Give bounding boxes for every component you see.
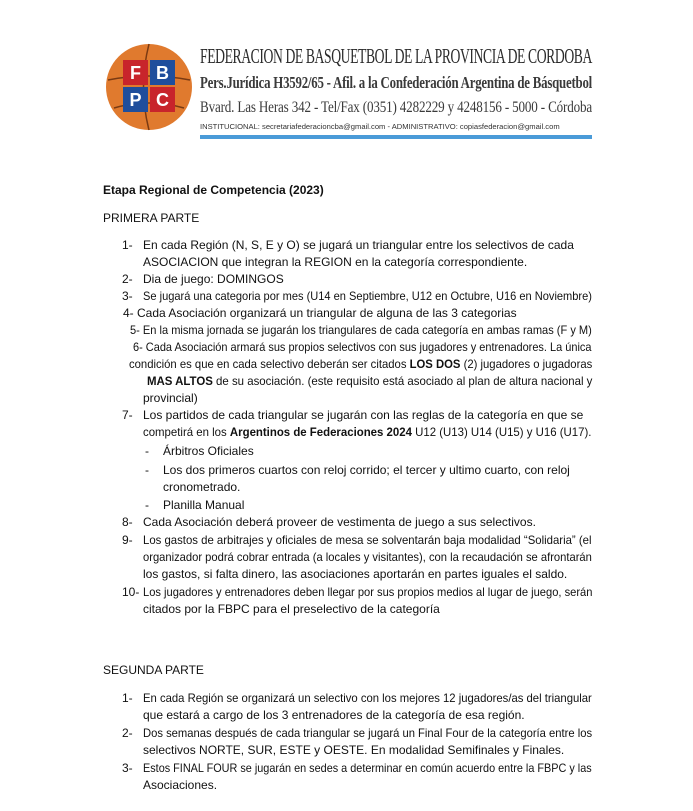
list-item-text: ASOCIACION que integran la REGION en la categoría correspondiente. [143,255,528,269]
list-item-text: Los jugadores y entrenadores deben llegar por sus propios medios al lugar de juego, serán [143,585,593,599]
list-item-number: 3- [122,761,133,775]
list-item-text: Los partidos de cada triangular se jugarán con las reglas de la categoría en que se [143,408,584,422]
logo-letter-c: C [156,90,169,110]
list-item-text: que estará a cargo de los 3 entrenadores de la categoría de esa región. [143,708,525,722]
text-run: (2) jugadores o jugadoras [460,357,593,371]
list-item-text: Los gastos de arbitrajes y oficiales de mesa se solventarán baja modalidad “Solidaria” (el [143,533,592,547]
contact-emails: INSTITUCIONAL: secretariafederacioncba@gmail.com - ADMINISTRATIVO: copiasfederacion@gmail.com [200,122,560,131]
list-item-text: En cada Región se organizará un selectivo con los mejores 12 jugadores/as del triangular [143,691,592,705]
text-run: condición es que en cada selectivo deberán ser citados [129,357,410,371]
text-run: U12 (U13) U14 (U15) y U16 (U17). [411,425,592,439]
sub-bullet-text: Árbitros Oficiales [163,444,254,458]
list-item-text: organizador podrá cobrar entrada (a locales y visitantes), con la recaudación se afrontarán [143,550,592,564]
sub-bullet-dash: - [145,444,149,458]
letterhead [104,40,592,148]
list-item-number: 1- [122,238,133,252]
address-phone: Bvard. Las Heras 342 - Tel/Fax (0351) 4282229 y 4248156 - 5000 - Córdoba [200,99,593,116]
sub-bullet-dash: - [145,498,149,512]
document-title: Etapa Regional de Competencia (2023) [103,183,324,197]
emphasis-text: MAS ALTOS [147,374,213,388]
sub-bullet-text: Planilla Manual [163,498,245,512]
sub-bullet-text: cronometrado. [163,480,241,494]
text-run: competirá en los [143,425,230,439]
fbpc-basketball-logo-icon [104,42,194,132]
list-item-number: 7- [122,408,133,422]
federation-title: FEDERACION DE BASQUETBOL DE LA PROVINCIA DE CORDOBA [200,44,592,68]
list-item-text: Se jugará una categoria por mes (U14 en Septiembre, U12 en Octubre, U16 en Noviembre) [143,289,592,303]
logo-letter-p: P [129,90,142,110]
list-item-number: 2- [122,272,133,286]
list-item-number: 10- [122,585,140,599]
logo-letter-f: F [130,63,141,83]
list-item-number: 9- [122,533,133,547]
emphasis-text: Argentinos de Federaciones 2024 [229,425,412,439]
legal-affiliation: Pers.Jurídica H3592/65 - Afil. a la Confederación Argentina de Básquetbol [200,73,593,92]
logo-letter-b: B [156,63,169,83]
list-item-number: 1- [122,691,133,705]
list-item-text: Dos semanas después de cada triangular se jugará un Final Four de la categoría entre los [143,726,593,740]
emphasis-text: LOS DOS [409,357,461,371]
list-item-text: los gastos, si falta dinero, las asociaciones aportarán en partes iguales el saldo. [143,567,568,581]
list-item-text: 6- Cada Asociación armará sus propios selectivos con sus jugadores y entrenadores. La única [133,340,592,354]
list-item-text: Asociaciones. [143,778,218,792]
text-run: de su asociación. (este requisito está asociado al plan de altura nacional y [212,374,593,388]
list-item-text: Estos FINAL FOUR se jugarán en sedes a determinar en común acuerdo entre la FBPC y las [143,761,592,775]
primera-parte-heading: PRIMERA PARTE [103,211,200,225]
list-item-text: Cada Asociación deberá proveer de vestimenta de juego a sus selectivos. [143,515,536,529]
list-item-number: 3- [122,289,133,303]
sub-bullet-dash: - [145,463,149,477]
list-item-text: citados por la FBPC para el preselectivo de la categoría [143,602,440,616]
list-item-number: 8- [122,515,133,529]
list-item-text: 5- En la misma jornada se jugarán los triangulares de cada categoría en ambas ramas (F y M) [130,323,592,337]
list-item-text: selectivos NORTE, SUR, ESTE y OESTE. En modalidad Semifinales y Finales. [143,743,565,757]
list-item-text [147,373,592,389]
sub-bullet-text: Los dos primeros cuartos con reloj corrido; el tercer y ultimo cuarto, con reloj [163,463,570,477]
letterhead-rule [200,135,592,139]
list-item-text: Dia de juego: DOMINGOS [143,272,284,286]
list-item-text [129,356,592,372]
list-item-text [143,424,591,440]
list-item-text: provincial) [143,391,198,405]
list-item-text: 4- Cada Asociación organizará un triangular de alguna de las 3 categorias [123,306,517,320]
list-item-text: En cada Región (N, S, E y O) se jugará un triangular entre los selectivos de cada [143,238,574,252]
list-item-number: 2- [122,726,133,740]
segunda-parte-heading: SEGUNDA PARTE [103,663,204,677]
